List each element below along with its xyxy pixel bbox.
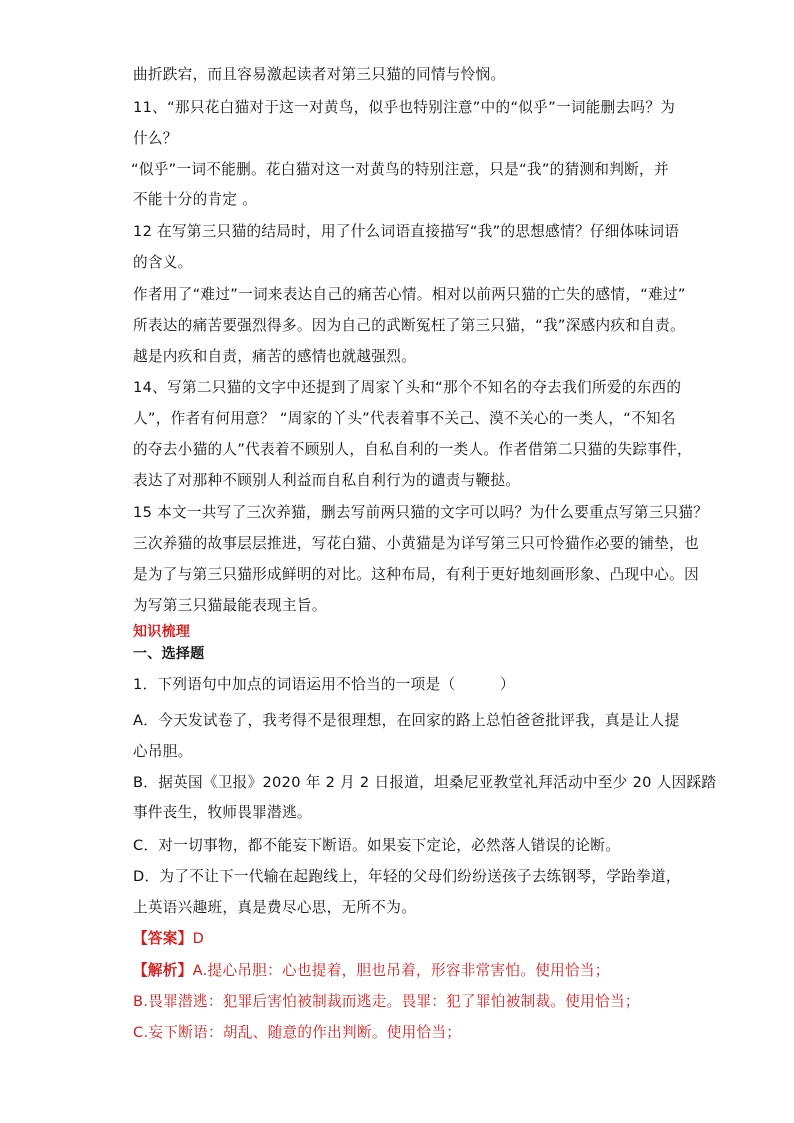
answer-14-line: 表达了对那种不顾别人利益而自私自利行为的谴责与鞭挞。 bbox=[133, 472, 521, 489]
section-title: 知识梳理 bbox=[133, 624, 191, 640]
analysis-text: A.提心吊胆：心也提着，胆也吊着，形容非常害怕。使用恰当； bbox=[192, 962, 610, 979]
option-c: C．对一切事物，都不能妄下断语。如果妄下定论，必然落人错误的论断。 bbox=[133, 837, 621, 854]
question-14-line: 人”，作者有何用意？ “周家的丫头”代表着事不关己、漠不关心的一类人，“不知名 bbox=[133, 410, 676, 427]
answer-15-line: 三次养猫的故事层层推进，写花白猫、小黄猫是为详写第三只可怜猫作必要的铺垫，也 bbox=[133, 535, 699, 552]
option-a: A．今天发试卷了，我考得不是很理想，在回家的路上总怕爸爸批评我，真是让人提 bbox=[133, 712, 680, 729]
option-d: D．为了不让下一代输在起跑线上，年轻的父母们纷纷送孩子去练钢琴，学跆拳道， bbox=[133, 868, 681, 885]
analysis-line: B.畏罪潜逃：犯罪后害怕被制裁而逃走。畏罪：犯了罪怕被制裁。使用恰当； bbox=[133, 993, 640, 1010]
option-b: B．据英国《卫报》2020 年 2 月 2 日报道，坦桑尼亚教堂礼拜活动中至少 20 人因踩踏 bbox=[133, 774, 717, 791]
analysis-line bbox=[133, 961, 610, 981]
question-14-line: 14、写第二只猫的文字中还提到了周家丫头和“那个不知名的夺去我们所爱的东西的 bbox=[133, 379, 682, 396]
question-11-line: 什么？ bbox=[133, 130, 178, 147]
answer-12-line: 所表达的痛苦要强烈得多。因为自己的武断冤枉了第三只猫，“我”深感内疚和自责。 bbox=[133, 317, 685, 334]
body-line: 曲折跌宕，而且容易激起读者对第三只猫的同情与怜悯。 bbox=[133, 66, 506, 83]
question-12-line: 12 在写第三只猫的结局时，用了什么词语直接描写“我”的思想感情？仔细体味词语 bbox=[133, 223, 680, 240]
answer-14-line: 的夺去小猫的人”代表着不顾别人，自私自利的一类人。作者借第二只猫的失踪事件， bbox=[133, 441, 692, 458]
option-d-continued: 上英语兴趣班，真是费尽心思，无所不为。 bbox=[133, 899, 416, 916]
subsection-title: 一、选择题 bbox=[133, 646, 205, 662]
answer-12-line: 越是内疚和自责，痛苦的感情也就越强烈。 bbox=[133, 348, 416, 365]
answer-15-line: 是为了与第三只猫形成鲜明的对比。这种布局，有利于更好地刻画形象、凸现中心。因 bbox=[133, 566, 699, 583]
analysis-line: C.妄下断语：胡乱、随意的作出判断。使用恰当； bbox=[133, 1024, 462, 1041]
option-b-continued: 事件丧生，牧师畏罪潜逃。 bbox=[133, 804, 312, 821]
question-stem: 1．下列语句中加点的词语运用不恰当的一项是（ ） bbox=[133, 676, 515, 693]
analysis-label: 【解析】 bbox=[133, 962, 193, 979]
answer-11-line: “似乎”一词不能删。花白猫对这一对黄鸟的特别注意，只是“我”的猜测和判断，并 bbox=[131, 161, 669, 178]
option-a-continued: 心吊胆。 bbox=[133, 743, 193, 760]
answer-11-line: 不能十分的肯定 。 bbox=[133, 191, 258, 208]
question-11-line: 11、“那只花白猫对于这一对黄鸟，似乎也特别注意”中的“似乎”一词能删去吗？为 bbox=[133, 99, 676, 116]
answer-12-line: 作者用了“难过”一词来表达自己的痛苦心情。相对以前两只猫的亡失的感情，“难过” bbox=[133, 286, 686, 303]
answer-label: 【答案】 bbox=[133, 930, 193, 947]
question-15-line: 15 本文一共写了三次养猫，删去写前两只猫的文字可以吗？为什么要重点写第三只猫？ bbox=[133, 504, 709, 521]
answer-15-line: 为写第三只猫最能表现主旨。 bbox=[133, 597, 327, 614]
answer-value: D bbox=[192, 930, 205, 947]
answer-line bbox=[133, 929, 204, 949]
question-12-line: 的含义。 bbox=[133, 254, 193, 271]
